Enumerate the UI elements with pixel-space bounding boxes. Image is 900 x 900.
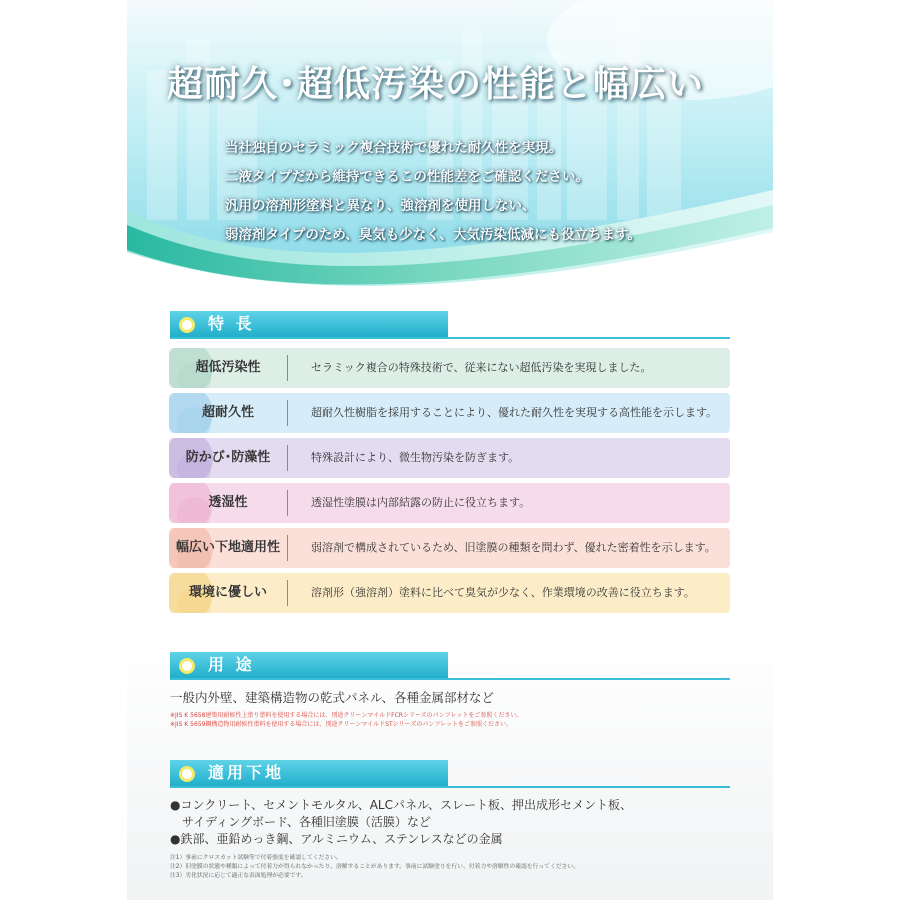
feature-label: 防かび･防藻性: [185, 450, 271, 465]
feature-label: 透湿性: [208, 495, 248, 510]
feature-description: 弱溶剤で構成されているため、旧塗膜の種類を問わず、優れた密着性を示します。: [311, 541, 716, 554]
usage-heading: 用 途: [208, 655, 255, 674]
hero-banner: [127, 0, 773, 300]
feature-row: [169, 393, 730, 433]
substrate-note: 注2）旧塗膜の状態や種類によって付着力が得られなかったり、溶解することがあります。事前に試験塗りを行い、付着力や溶解性の確認を行ってください。: [170, 864, 580, 870]
usage-text: 一般内外壁、建築構造物の乾式パネル、各種金属部材など: [170, 690, 495, 705]
hero-line: 当社独自のセラミック複合技術で優れた耐久性を実現。: [225, 140, 563, 156]
divider: [287, 445, 288, 471]
substrate-note: 注1）事前にクロスカット試験等で付着強度を確認してください。: [170, 855, 342, 861]
hero-line: 弱溶剤タイプのため、臭気も少なく、大気汚染低減にも役立ちます。: [225, 227, 641, 243]
substrate-note: 注3）劣化状況に応じて適正な表面処理が必要です。: [170, 873, 307, 879]
hero-line: 汎用の溶剤形塗料と異なり、強溶剤を使用しない、: [225, 198, 536, 214]
feature-description: 溶剤形（強溶剤）塗料に比べて臭気が少なく、作業環境の改善に役立ちます。: [311, 586, 695, 599]
ring-bullet-icon: [179, 317, 195, 333]
feature-description: セラミック複合の特殊技術で、従来にない超低汚染を実現しました。: [311, 361, 652, 374]
feature-row: [169, 573, 730, 613]
feature-label: 環境に優しい: [188, 585, 267, 600]
features-heading: 特 長: [208, 314, 255, 333]
feature-description: 特殊設計により、微生物汚染を防ぎます。: [311, 451, 520, 464]
brochure-page: [127, 0, 773, 900]
section-header-rule: [170, 337, 730, 339]
feature-label: 幅広い下地適用性: [175, 540, 280, 555]
substrate-heading: 適用下地: [208, 763, 285, 782]
hero-line: 二液タイプだから維持できるこの性能差をご確認ください。: [225, 169, 589, 185]
feature-label: 超低汚染性: [195, 360, 261, 375]
ring-bullet-icon: [179, 658, 195, 674]
usage-note: ※JIS K 5659鋼構造物用耐候性塗料を使用する場合には、別途クリーンマイルドSTシリーズのパンフレットをご参照ください。: [170, 721, 513, 728]
feature-row: [169, 483, 730, 523]
substrate-line: サイディングボード、各種旧塗膜（活膜）など: [170, 815, 431, 829]
ring-bullet-icon: [179, 766, 195, 782]
usage-note: ※JIS K 5658建築用耐候性上塗り塗料を使用する場合には、別途クリーンマイルドFCRシリーズのパンフレットをご参照ください。: [170, 712, 523, 719]
usage-section-header: [170, 652, 730, 682]
section-header-rule: [170, 786, 730, 788]
feature-description: 超耐久性樹脂を採用することにより、優れた耐久性を実現する高性能を示します。: [311, 406, 718, 419]
hero-title: 超耐久･超低汚染の性能と幅広い: [167, 63, 705, 105]
feature-description: 透湿性塗膜は内部結露の防止に役立ちます。: [311, 496, 531, 509]
substrate-section-header: [170, 760, 730, 790]
substrate-line: ●コンクリート、セメントモルタル、ALCパネル、スレート板、押出成形セメント板、: [170, 798, 633, 812]
feature-label: 超耐久性: [201, 405, 254, 420]
substrate-line: ●鉄部、亜鉛めっき鋼、アルミニウム、ステンレスなどの金属: [170, 832, 503, 846]
divider: [287, 490, 288, 516]
features-section-header: [170, 311, 730, 341]
divider: [287, 580, 288, 606]
hero-description: [225, 134, 641, 250]
divider: [287, 355, 288, 381]
section-header-rule: [170, 678, 730, 680]
feature-row: [169, 528, 730, 568]
divider: [287, 535, 288, 561]
feature-row: [169, 438, 730, 478]
feature-row: [169, 348, 730, 388]
divider: [287, 400, 288, 426]
